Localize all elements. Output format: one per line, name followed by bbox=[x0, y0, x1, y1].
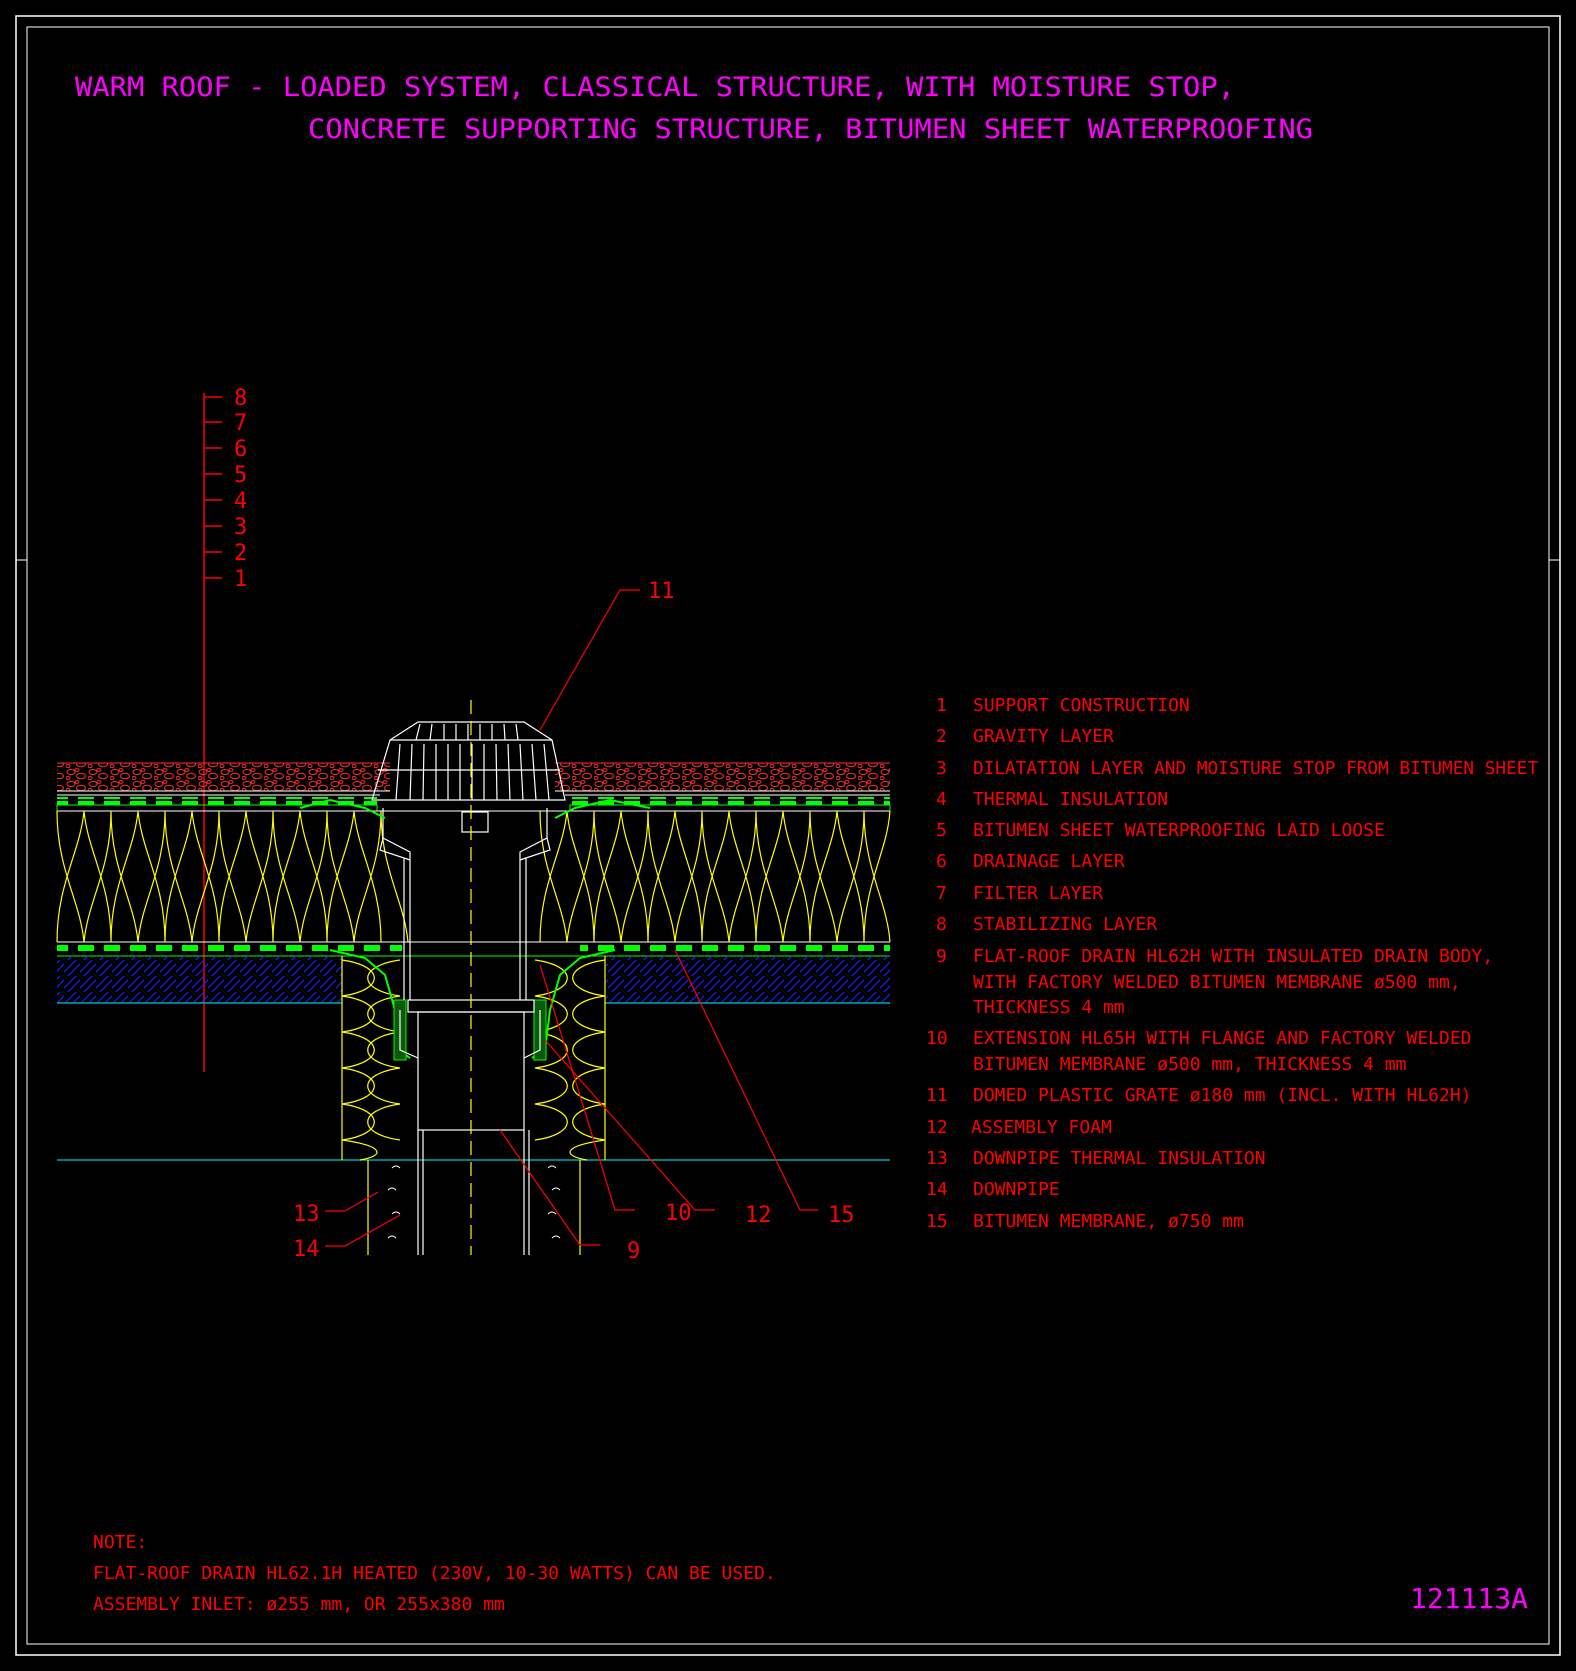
legend-item bbox=[936, 758, 1538, 779]
callout-10: 10 bbox=[665, 1201, 692, 1226]
legend bbox=[926, 695, 1538, 1232]
drawing-number: 121113A bbox=[1410, 1582, 1529, 1615]
layer-scale-label-6: 6 bbox=[234, 437, 248, 462]
legend-number: 13 bbox=[926, 1148, 948, 1169]
legend-item bbox=[926, 1085, 1472, 1106]
title-line-1: WARM ROOF - LOADED SYSTEM, CLASSICAL STRUCTURE, WITH MOISTURE STOP, bbox=[75, 72, 1235, 103]
legend-text: BITUMEN MEMBRANE, ø750 mm bbox=[973, 1211, 1244, 1232]
layer-scale-label-1: 1 bbox=[234, 567, 248, 592]
layer-scale-label-7: 7 bbox=[234, 411, 248, 436]
legend-number: 4 bbox=[936, 789, 947, 810]
layer-scale-label-5: 5 bbox=[234, 463, 248, 488]
legend-item bbox=[936, 914, 1157, 935]
roof-section bbox=[57, 700, 890, 1255]
gravel-layer bbox=[57, 763, 890, 791]
legend-item bbox=[936, 851, 1125, 872]
thermal-insulation bbox=[57, 811, 890, 942]
legend-text: WITH FACTORY WELDED BITUMEN MEMBRANE ø500 mm, bbox=[973, 972, 1461, 993]
legend-item bbox=[926, 1117, 1112, 1138]
foam-marks bbox=[388, 1166, 560, 1238]
callout-11: 11 bbox=[648, 579, 675, 604]
legend-number: 1 bbox=[936, 695, 947, 716]
legend-text: STABILIZING LAYER bbox=[973, 914, 1158, 935]
callout-9: 9 bbox=[627, 1239, 641, 1264]
legend-text: SUPPORT CONSTRUCTION bbox=[973, 695, 1190, 716]
legend-item bbox=[936, 726, 1114, 747]
legend-number: 3 bbox=[936, 758, 947, 779]
domed-grate bbox=[372, 722, 565, 800]
legend-number: 2 bbox=[936, 726, 947, 747]
legend-item bbox=[936, 789, 1168, 810]
legend-item bbox=[936, 883, 1103, 904]
legend-text: DRAINAGE LAYER bbox=[973, 851, 1125, 872]
legend-text: GRAVITY LAYER bbox=[973, 726, 1114, 747]
legend-item bbox=[926, 1148, 1266, 1169]
legend-number: 5 bbox=[936, 820, 947, 841]
legend-text: FILTER LAYER bbox=[973, 883, 1104, 904]
lower-membrane bbox=[57, 945, 890, 956]
legend-number: 6 bbox=[936, 851, 947, 872]
filter-drainage-layers bbox=[57, 791, 890, 795]
note-block bbox=[93, 1532, 776, 1615]
layer-scale-label-3: 3 bbox=[234, 515, 248, 540]
legend-text: EXTENSION HL65H WITH FLANGE AND FACTORY WELDED bbox=[973, 1028, 1472, 1049]
drain-body bbox=[380, 808, 550, 1130]
downpipe-insulation bbox=[368, 1160, 580, 1255]
note-heading: NOTE: bbox=[93, 1532, 148, 1553]
legend-number: 7 bbox=[936, 883, 947, 904]
legend-item bbox=[936, 946, 1493, 1018]
legend-number: 15 bbox=[926, 1211, 948, 1232]
legend-text: DOMED PLASTIC GRATE ø180 mm (INCL. WITH HL62H) bbox=[973, 1085, 1472, 1106]
note-line-2: ASSEMBLY INLET: ø255 mm, OR 255x380 mm bbox=[93, 1594, 505, 1615]
callout-15: 15 bbox=[828, 1203, 855, 1228]
legend-text: BITUMEN MEMBRANE ø500 mm, THICKNESS 4 mm bbox=[973, 1054, 1407, 1075]
layer-scale-label-8: 8 bbox=[234, 386, 248, 411]
legend-item bbox=[926, 1179, 1060, 1200]
layer-scale-label-4: 4 bbox=[234, 489, 248, 514]
note-line-1: FLAT-ROOF DRAIN HL62.1H HEATED (230V, 10-30 WATTS) CAN BE USED. bbox=[93, 1563, 776, 1584]
upper-membrane bbox=[57, 797, 890, 811]
callout-13: 13 bbox=[293, 1202, 320, 1227]
legend-number: 10 bbox=[926, 1028, 948, 1049]
callout-14: 14 bbox=[293, 1237, 320, 1262]
legend-text: DILATATION LAYER AND MOISTURE STOP FROM BITUMEN SHEET bbox=[973, 758, 1539, 779]
legend-item bbox=[926, 1028, 1472, 1075]
legend-item bbox=[936, 820, 1385, 841]
concrete-slab bbox=[57, 956, 890, 1003]
legend-text: DOWNPIPE bbox=[973, 1179, 1060, 1200]
legend-text: THERMAL INSULATION bbox=[973, 789, 1169, 810]
legend-text: ASSEMBLY FOAM bbox=[971, 1117, 1112, 1138]
legend-number: 12 bbox=[926, 1117, 948, 1138]
layer-scale-label-2: 2 bbox=[234, 541, 248, 566]
title-line-2: CONCRETE SUPPORTING STRUCTURE, BITUMEN SHEET WATERPROOFING bbox=[308, 114, 1313, 145]
layer-scale-labels bbox=[234, 386, 247, 592]
legend-text: THICKNESS 4 mm bbox=[973, 997, 1125, 1018]
callout-labels bbox=[293, 579, 855, 1264]
legend-text: BITUMEN SHEET WATERPROOFING LAID LOOSE bbox=[973, 820, 1385, 841]
legend-number: 8 bbox=[936, 914, 947, 935]
legend-text: FLAT-ROOF DRAIN HL62H WITH INSULATED DRAIN BODY, bbox=[973, 946, 1494, 967]
legend-number: 9 bbox=[936, 946, 947, 967]
callout-12: 12 bbox=[745, 1203, 772, 1228]
legend-text: DOWNPIPE THERMAL INSULATION bbox=[973, 1148, 1266, 1169]
legend-item bbox=[926, 1211, 1244, 1232]
legend-number: 11 bbox=[926, 1085, 948, 1106]
legend-number: 14 bbox=[926, 1179, 948, 1200]
legend-item bbox=[936, 695, 1190, 716]
